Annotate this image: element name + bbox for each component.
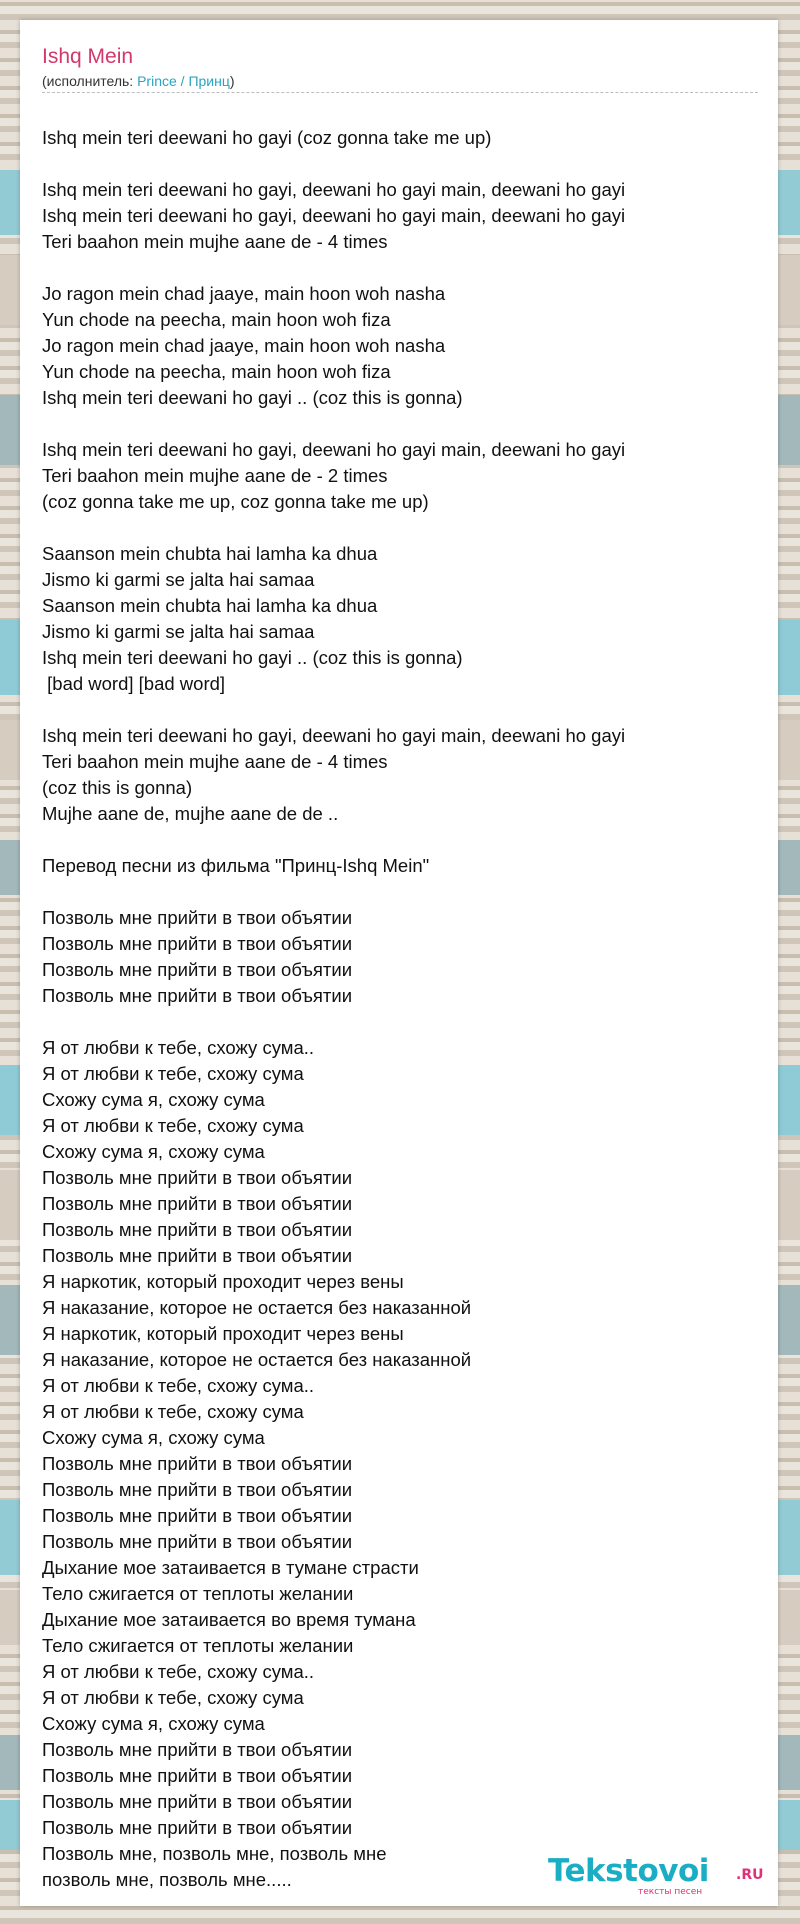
lyric-line: Позволь мне прийти в твои объятии	[42, 1531, 353, 1552]
lyric-line: Перевод песни из фильма "Принц-Ishq Mein"	[42, 855, 430, 876]
lyric-line	[42, 1009, 762, 1035]
lyric-line: Схожу сума я, схожу сума	[42, 1713, 265, 1734]
lyric-line: Я от любви к тебе, схожу сума..	[42, 1375, 315, 1396]
lyric-line: Я от любви к тебе, схожу сума..	[42, 1037, 315, 1058]
lyric-line: Тело сжигается от теплоты желании	[42, 1583, 354, 1604]
lyric-line: Схожу сума я, схожу сума	[42, 1427, 265, 1448]
logo-name: Tekstovoi	[548, 1853, 709, 1889]
lyric-line: (coz gonna take me up, coz gonna take me up)	[42, 491, 429, 512]
lyrics-card	[20, 20, 778, 1906]
lyric-line: Yun chode na peecha, main hoon woh fiza	[42, 361, 391, 382]
lyric-line: Я наказание, которое не остается без наказанной	[42, 1349, 472, 1370]
lyric-line	[42, 515, 762, 541]
lyric-line: Я от любви к тебе, схожу сума..	[42, 1661, 315, 1682]
site-logo[interactable]	[548, 1854, 772, 1904]
lyric-line: Saanson mein chubta hai lamha ka dhua	[42, 595, 378, 616]
lyric-line: Позволь мне прийти в твои объятии	[42, 1739, 353, 1760]
lyric-line: Позволь мне прийти в твои объятии	[42, 1817, 353, 1838]
lyric-line	[42, 255, 762, 281]
lyric-line: Позволь мне прийти в твои объятии	[42, 1167, 353, 1188]
lyric-line: Ishq mein teri deewani ho gayi (coz gonna take me up)	[42, 127, 492, 148]
artist-prefix: (исполнитель:	[42, 73, 138, 89]
lyric-line: Jismo ki garmi se jalta hai samaa	[42, 569, 315, 590]
lyric-line: Ishq mein teri deewani ho gayi, deewani ho gayi main, deewani ho gayi	[42, 179, 626, 200]
lyric-line	[42, 879, 762, 905]
logo-tagline: тексты песен	[638, 1887, 703, 1897]
lyric-line: Позволь мне прийти в твои объятии	[42, 1765, 353, 1786]
lyric-line: Mujhe aane de, mujhe aane de de ..	[42, 803, 339, 824]
lyric-line: Позволь мне прийти в твои объятии	[42, 1245, 353, 1266]
lyric-line: Ishq mein teri deewani ho gayi .. (coz this is gonna)	[42, 387, 463, 408]
lyric-line: Дыхание мое затаивается во время тумана	[42, 1609, 416, 1630]
lyric-line: Я наркотик, который проходит через вены	[42, 1323, 404, 1344]
header-divider	[42, 92, 758, 93]
lyrics-text	[42, 125, 762, 1893]
lyric-line: Дыхание мое затаивается в тумане страсти	[42, 1557, 419, 1578]
lyric-line: Teri baahon mein mujhe aane de - 4 times	[42, 231, 388, 252]
lyric-line: Teri baahon mein mujhe aane de - 4 times	[42, 751, 388, 772]
artist-suffix: )	[229, 73, 235, 89]
lyric-line: Тело сжигается от теплоты желании	[42, 1635, 354, 1656]
lyric-line: Позволь мне, позволь мне, позволь мне	[42, 1843, 387, 1864]
lyric-line: Ishq mein teri deewani ho gayi, deewani ho gayi main, deewani ho gayi	[42, 439, 626, 460]
lyric-line	[42, 411, 762, 437]
lyric-line: Ishq mein teri deewani ho gayi, deewani ho gayi main, deewani ho gayi	[42, 205, 626, 226]
artist-line	[42, 72, 235, 90]
lyric-line: Я от любви к тебе, схожу сума	[42, 1115, 304, 1136]
lyric-line: Jo ragon mein chad jaaye, main hoon woh nasha	[42, 283, 446, 304]
lyric-line: Я от любви к тебе, схожу сума	[42, 1401, 304, 1422]
lyric-line: Позволь мне прийти в твои объятии	[42, 959, 353, 980]
lyric-line: Позволь мне прийти в твои объятии	[42, 1791, 353, 1812]
lyric-line	[42, 151, 762, 177]
lyric-line: Jo ragon mein chad jaaye, main hoon woh nasha	[42, 335, 446, 356]
lyric-line: Схожу сума я, схожу сума	[42, 1089, 265, 1110]
lyric-line: Я наркотик, который проходит через вены	[42, 1271, 404, 1292]
lyric-line: Позволь мне прийти в твои объятии	[42, 1219, 353, 1240]
lyric-line: Я от любви к тебе, схожу сума	[42, 1687, 304, 1708]
lyric-line	[42, 827, 762, 853]
artist-link[interactable]: Prince / Принц	[137, 73, 230, 89]
lyric-line: Позволь мне прийти в твои объятии	[42, 1479, 353, 1500]
lyric-line: [bad word] [bad word]	[42, 673, 226, 694]
lyric-line: Схожу сума я, схожу сума	[42, 1141, 265, 1162]
lyric-line: Jismo ki garmi se jalta hai samaa	[42, 621, 315, 642]
lyric-line: Ishq mein teri deewani ho gayi .. (coz this is gonna)	[42, 647, 463, 668]
lyric-line: Ishq mein teri deewani ho gayi, deewani ho gayi main, deewani ho gayi	[42, 725, 626, 746]
lyric-line: Позволь мне прийти в твои объятии	[42, 907, 353, 928]
lyric-line: Позволь мне прийти в твои объятии	[42, 985, 353, 1006]
lyric-line: Yun chode na peecha, main hoon woh fiza	[42, 309, 391, 330]
lyric-line: (coz this is gonna)	[42, 777, 193, 798]
lyric-line: Позволь мне прийти в твои объятии	[42, 1453, 353, 1474]
lyric-line: Позволь мне прийти в твои объятии	[42, 1505, 353, 1526]
lyric-line: Я от любви к тебе, схожу сума	[42, 1063, 304, 1084]
lyric-line: Позволь мне прийти в твои объятии	[42, 933, 353, 954]
lyric-line: Teri baahon mein mujhe aane de - 2 times	[42, 465, 388, 486]
logo-tld: .RU	[736, 1867, 764, 1883]
song-title: Ishq Mein	[42, 45, 134, 68]
lyric-line	[42, 697, 762, 723]
lyric-line: Saanson mein chubta hai lamha ka dhua	[42, 543, 378, 564]
lyric-line: Я наказание, которое не остается без наказанной	[42, 1297, 472, 1318]
lyric-line: позволь мне, позволь мне.....	[42, 1869, 292, 1890]
lyric-line: Позволь мне прийти в твои объятии	[42, 1193, 353, 1214]
